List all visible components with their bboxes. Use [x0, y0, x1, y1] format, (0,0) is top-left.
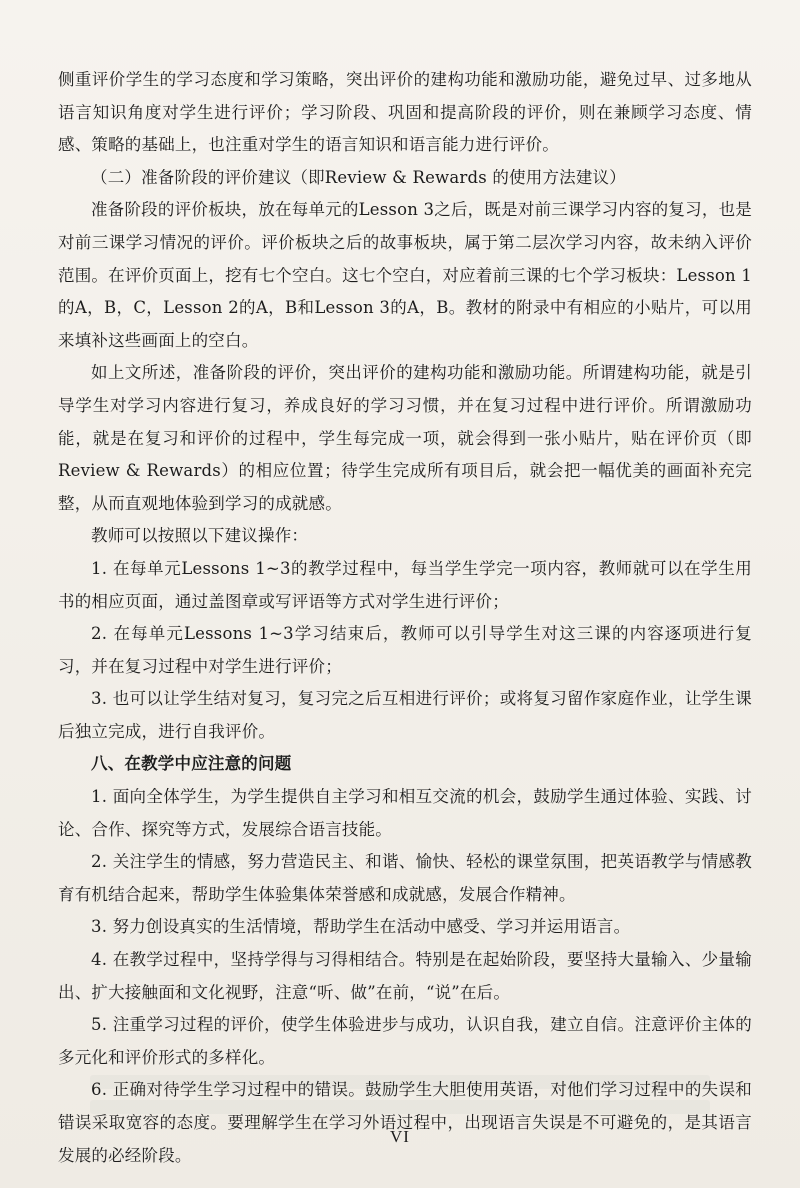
list-item: 2. 在每单元Lessons 1~3学习结束后，教师可以引导学生对这三课的内容逐项进行复习，并在复习过程中对学生进行评价；	[58, 624, 752, 676]
paragraph: 如上文所述，准备阶段的评价，突出评价的建构功能和激励功能。所谓建构功能，就是引导学生对学习内容进行复习，养成良好的学习习惯，并在复习过程中进行评价。所谓激励功能，就是在复习和评价的过程中，学生每完成一项，就会得到一张小贴片，贴在评价页（即Review & Rewards）的相应位置；待学生完成所有项目后，就会把一幅优美的画面补充完整，从而直观地体验到学习的成就感。	[58, 363, 752, 513]
list-item: 4. 在教学过程中，坚持学得与习得相结合。特别是在起始阶段，要坚持大量输入、少量输出、扩大接触面和文化视野，注意“听、做”在前，“说”在后。	[58, 950, 752, 1002]
list-item: 2. 关注学生的情感，努力营造民主、和谐、愉快、轻松的课堂氛围，把英语教学与情感教育有机结合起来，帮助学生体验集体荣誉感和成就感，发展合作精神。	[58, 852, 752, 904]
list-item: 5. 注重学习过程的评价，使学生体验进步与成功，认识自我，建立自信。注意评价主体的多元化和评价形式的多样化。	[58, 1015, 752, 1067]
paragraph: 教师可以按照以下建议操作：	[91, 526, 309, 546]
paragraph: 侧重评价学生的学习态度和学习策略，突出评价的建构功能和激励功能，避免过早、过多地从语言知识角度对学生进行评价；学习阶段、巩固和提高阶段的评价，则在兼顾学习态度、情感、策略的基础上，也注重对学生的语言知识和语言能力进行评价。	[58, 70, 752, 155]
list-item: 1. 在每单元Lessons 1~3的教学过程中，每当学生学完一项内容，教师就可以在学生用书的相应页面，通过盖图章或写评语等方式对学生进行评价；	[58, 558, 752, 611]
section-heading-eight: 八、在教学中应注意的问题	[91, 754, 292, 774]
list-item: 1. 面向全体学生，为学生提供自主学习和相互交流的机会，鼓励学生通过体验、实践、讨论、合作、探究等方式，发展综合语言技能。	[58, 787, 752, 839]
paragraph: 准备阶段的评价板块，放在每单元的Lesson 3之后，既是对前三课学习内容的复习，也是对前三课学习情况的评价。评价板块之后的故事板块，属于第二层次学习内容，故未纳入评价范围。在评价页面上，挖有七个空白。这七个空白，对应着前三课的七个学习板块：Lesson 1的A，B，C，Lesson 2的A，B和Lesson 3的A，B。教材的附录中有相应的小贴片，可以用来填补这些画面上的空白。	[58, 200, 752, 350]
section-heading-prep-stage: （二）准备阶段的评价建议（即Review & Rewards 的使用方法建议）	[91, 167, 626, 187]
list-item: 6. 正确对待学生学习过程中的错误。鼓励学生大胆使用英语，对他们学习过程中的失误和错误采取宽容的态度。要理解学生在学习外语过程中，出现语言失误是不可避免的，是其语言发展的必经阶段。	[58, 1080, 752, 1165]
list-item: 3. 努力创设真实的生活情境，帮助学生在活动中感受、学习并运用语言。	[91, 917, 631, 937]
page-number: VI	[390, 1127, 410, 1146]
list-item: 3. 也可以让学生结对复习，复习完之后互相进行评价；或将复习留作家庭作业，让学生课后独立完成，进行自我评价。	[58, 689, 752, 741]
body-text	[58, 64, 752, 1172]
